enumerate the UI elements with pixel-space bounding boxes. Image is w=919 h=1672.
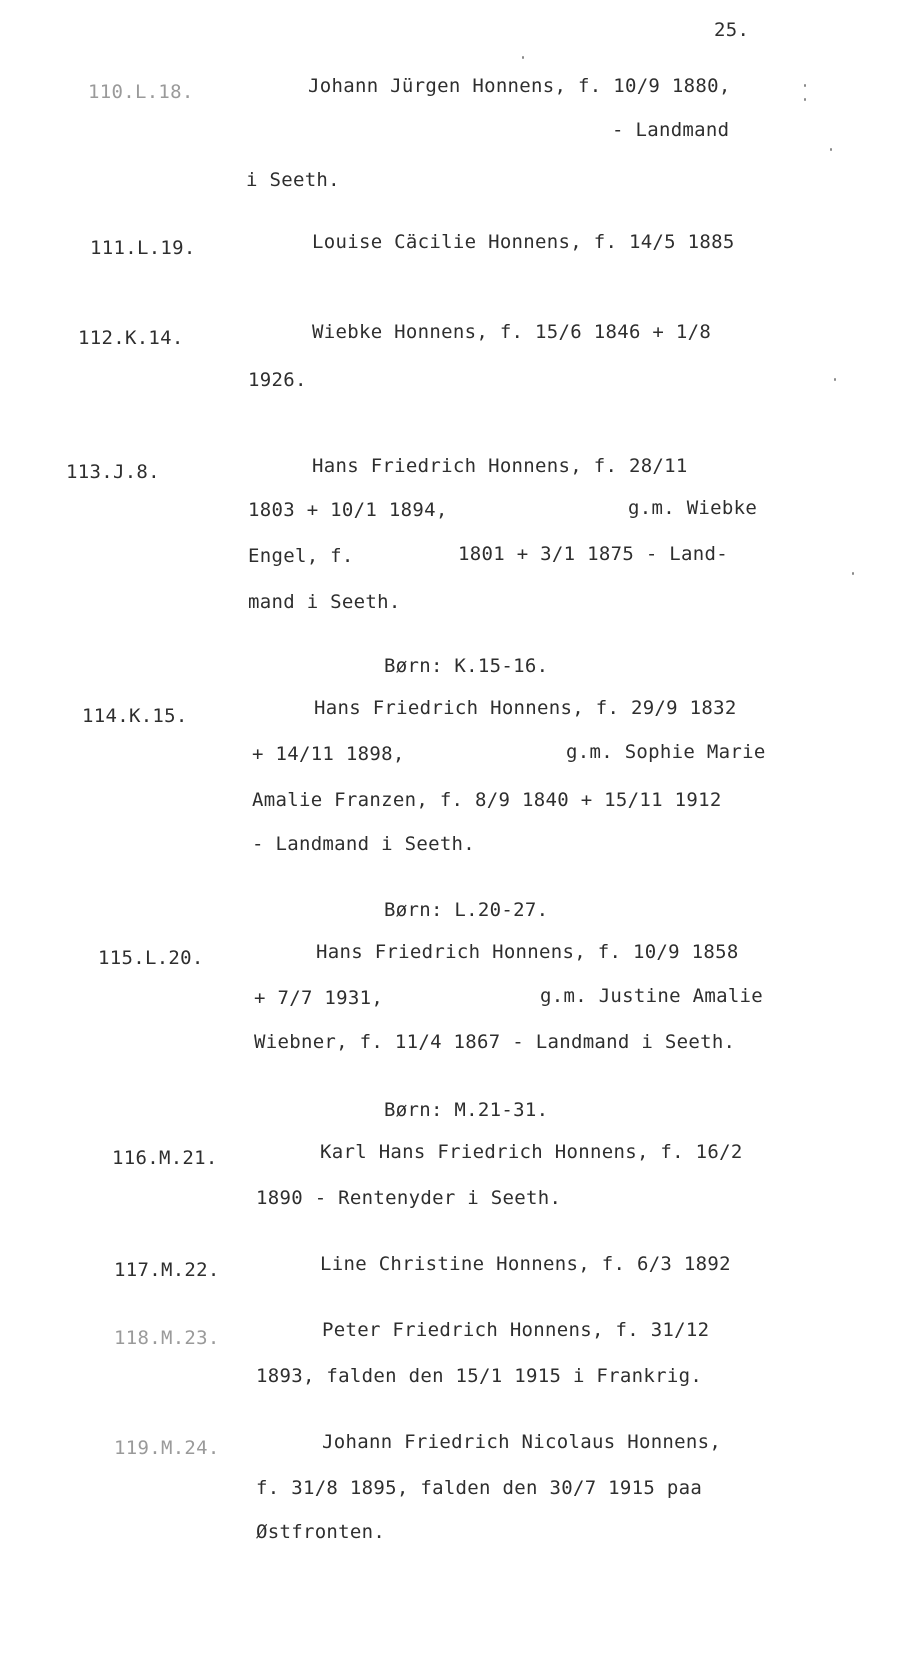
entry-id: 111.L.19. — [90, 237, 196, 259]
scan-speck — [852, 572, 854, 575]
entry-text: f. 31/8 1895, falden den 30/7 1915 paa — [256, 1477, 703, 1499]
entry-text: + 14/11 1898, — [252, 743, 405, 765]
entry-text: 1801 + 3/1 1875 - Land- — [458, 543, 728, 565]
entry-id: 110.L.18. — [88, 81, 194, 103]
entry-text: Louise Cäcilie Honnens, f. 14/5 1885 — [312, 231, 735, 253]
entry-text: g.m. Wiebke — [628, 497, 758, 519]
scan-speck — [830, 148, 832, 151]
entry-text: Johann Friedrich Nicolaus Honnens, — [322, 1431, 722, 1453]
entry-id: 117.M.22. — [114, 1259, 220, 1281]
entry-id: 112.K.14. — [78, 327, 184, 349]
entry-text: Line Christine Honnens, f. 6/3 1892 — [320, 1253, 731, 1275]
entry-text: g.m. Justine Amalie — [540, 985, 764, 1007]
entry-text: Engel, f. — [248, 545, 354, 567]
entry-text: + 7/7 1931, — [254, 987, 384, 1009]
entry-text: 1803 + 10/1 1894, — [248, 499, 448, 521]
entry-text: Wiebner, f. 11/4 1867 - Landmand i Seeth. — [254, 1031, 736, 1053]
entry-id: 114.K.15. — [82, 705, 188, 727]
children-heading: Børn: L.20-27. — [384, 899, 549, 921]
entry-text: - Landmand i Seeth. — [252, 833, 476, 855]
scan-speck — [804, 98, 806, 101]
children-heading: Børn: K.15-16. — [384, 655, 549, 677]
entry-id: 118.M.23. — [114, 1327, 220, 1349]
entry-text: mand i Seeth. — [248, 591, 401, 613]
entry-text: Amalie Franzen, f. 8/9 1840 + 15/11 1912 — [252, 789, 722, 811]
entry-text: Wiebke Honnens, f. 15/6 1846 + 1/8 — [312, 321, 712, 343]
entry-id: 113.J.8. — [66, 461, 160, 483]
scan-speck — [804, 84, 806, 87]
entry-text: - Landmand — [612, 119, 730, 141]
scan-speck — [834, 378, 836, 381]
entry-text: Østfronten. — [256, 1521, 386, 1543]
entry-text: Peter Friedrich Honnens, f. 31/12 — [322, 1319, 710, 1341]
entry-id: 115.L.20. — [98, 947, 204, 969]
entry-id: 116.M.21. — [112, 1147, 218, 1169]
entry-text: Hans Friedrich Honnens, f. 10/9 1858 — [316, 941, 739, 963]
entry-text: Karl Hans Friedrich Honnens, f. 16/2 — [320, 1141, 743, 1163]
entry-text: Johann Jürgen Honnens, f. 10/9 1880, — [308, 75, 731, 97]
entry-id: 119.M.24. — [114, 1437, 220, 1459]
entry-text: Hans Friedrich Honnens, f. 28/11 — [312, 455, 688, 477]
entry-text: 1890 - Rentenyder i Seeth. — [256, 1187, 562, 1209]
scan-speck — [522, 56, 524, 59]
page-number: 25. — [714, 19, 750, 41]
entry-text: g.m. Sophie Marie — [566, 741, 766, 763]
entry-text: 1893, falden den 15/1 1915 i Frankrig. — [256, 1365, 703, 1387]
children-heading: Børn: M.21-31. — [384, 1099, 549, 1121]
entry-text: i Seeth. — [246, 169, 340, 191]
entry-text: Hans Friedrich Honnens, f. 29/9 1832 — [314, 697, 737, 719]
entry-text: 1926. — [248, 369, 307, 391]
